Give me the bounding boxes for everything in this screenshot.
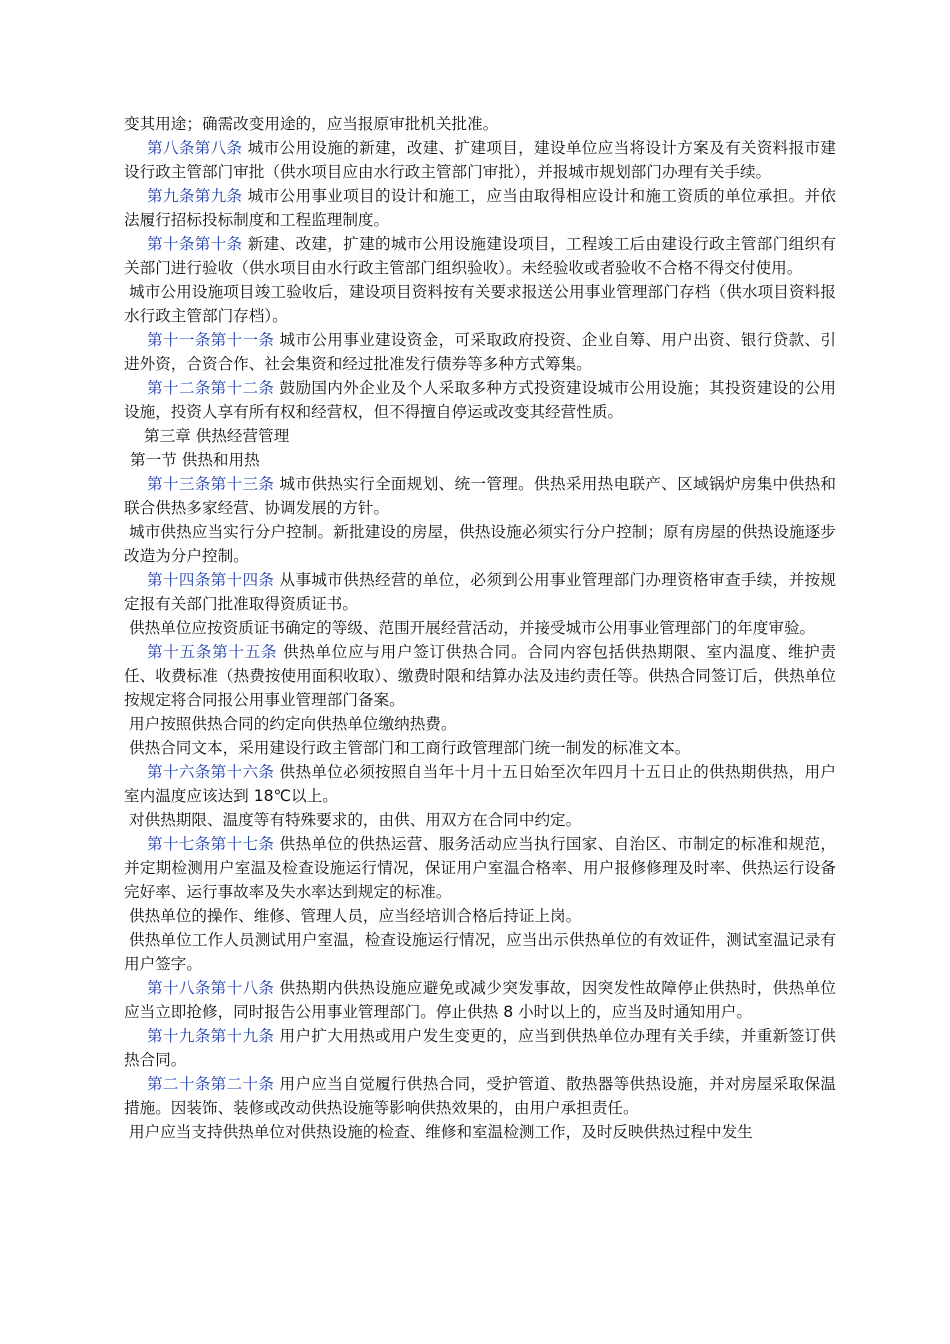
- paragraph-19: [124, 904, 836, 928]
- paragraph-text: 供热单位的供热运营、服务活动应当执行国家、自治区、市制定的标准和规范，并定期检测用户室温及检查设施运行情况，保证用户室温合格率、用户报修修理及时率、供热运行设备完好率、运行事故率及失水率达到规定的标准。: [124, 835, 836, 901]
- paragraph-text: 用户应当自觉履行供热合同，受护管道、散热器等供热设施，并对房屋采取保温措施。因装饰、装修或改动供热设施等影响供热效果的，由用户承担责任。: [124, 1075, 836, 1117]
- article-label: 第八条第八条: [147, 139, 243, 157]
- article-label: 第十二条第十二条: [147, 379, 275, 397]
- article-label: 第十七条第十七条: [147, 835, 275, 853]
- paragraph-0: [124, 112, 836, 136]
- paragraph-text: 供热合同文本，采用建设行政主管部门和工商行政管理部门统一制发的标准文本。: [129, 739, 691, 757]
- paragraph-text: 城市公用事业项目的设计和施工，应当由取得相应设计和施工资质的单位承担。并依法履行招标投标制度和工程监理制度。: [124, 187, 836, 229]
- paragraph-9: [124, 472, 836, 520]
- paragraph-text: 用户按照供热合同的约定向供热单位缴纳热费。: [129, 715, 457, 733]
- paragraph-22: [124, 1024, 836, 1072]
- article-label: 第十三条第十三条: [147, 475, 275, 493]
- paragraph-text: 城市公用设施的新建，改建、扩建项目，建设单位应当将设计方案及有关资料报市建设行政主管部门审批（供水项目应由水行政主管部门审批），并报城市规划部门办理有关手续。: [124, 139, 836, 181]
- paragraph-18: [124, 832, 836, 904]
- article-label: 第十一条第十一条: [147, 331, 275, 349]
- paragraph-21: [124, 976, 836, 1024]
- paragraph-text: 城市供热应当实行分户控制。新批建设的房屋，供热设施必须实行分户控制；原有房屋的供热设施逐步改造为分户控制。: [124, 523, 836, 565]
- paragraph-15: [124, 736, 836, 760]
- paragraph-24: [124, 1120, 836, 1144]
- paragraph-text: 供热单位的操作、维修、管理人员，应当经培训合格后持证上岗。: [129, 907, 582, 925]
- paragraph-text: 从事城市供热经营的单位，必须到公用事业管理部门办理资格审查手续，并按规定报有关部门批准取得资质证书。: [124, 571, 836, 613]
- paragraph-text: 对供热期限、温度等有特殊要求的，由供、用双方在合同中约定。: [129, 811, 582, 829]
- paragraph-20: [124, 928, 836, 976]
- article-label: 第十九条第十九条: [147, 1027, 275, 1045]
- paragraph-text: 用户扩大用热或用户发生变更的，应当到供热单位办理有关手续，并重新签订供热合同。: [124, 1027, 836, 1069]
- paragraph-16: [124, 760, 836, 808]
- paragraph-text: 变其用途；确需改变用途的，应当报原审批机关批准。: [124, 115, 499, 133]
- paragraph-11: [124, 568, 836, 616]
- paragraph-text: 供热单位应与用户签订供热合同。合同内容包括供热期限、室内温度、维护责任、收费标准（热费按使用面积收取）、缴费时限和结算办法及违约责任等。供热合同签订后，供热单位按规定将合同报公用事业管理部门备案。: [124, 643, 836, 709]
- paragraph-6: [124, 376, 836, 424]
- paragraph-13: [124, 640, 836, 712]
- paragraph-text: 第三章 供热经营管理: [144, 427, 290, 445]
- paragraph-1: [124, 136, 836, 184]
- article-label: 第十六条第十六条: [147, 763, 275, 781]
- article-label: 第九条第九条: [147, 187, 243, 205]
- paragraph-text: 城市公用事业建设资金，可采取政府投资、企业自筹、用户出资、银行贷款、引进外资，合资合作、社会集资和经过批准发行债券等多种方式筹集。: [124, 331, 836, 373]
- paragraph-text: 供热期内供热设施应避免或减少突发事故，因突发性故障停止供热时，供热单位应当立即抢修，同时报告公用事业管理部门。停止供热 8 小时以上的，应当及时通知用户。: [124, 979, 836, 1021]
- document-body: [124, 112, 836, 1144]
- paragraph-3: [124, 232, 836, 280]
- paragraph-10: [124, 520, 836, 568]
- paragraph-text: 鼓励国内外企业及个人采取多种方式投资建设城市公用设施；其投资建设的公用设施，投资人享有所有权和经营权，但不得擅自停运或改变其经营性质。: [124, 379, 836, 421]
- paragraph-text: 新建、改建，扩建的城市公用设施建设项目，工程竣工后由建设行政主管部门组织有关部门进行验收（供水项目由水行政主管部门组织验收）。未经验收或者验收不合格不得交付使用。: [124, 235, 836, 277]
- article-label: 第十八条第十八条: [147, 979, 275, 997]
- paragraph-text: 供热单位应按资质证书确定的等级、范围开展经营活动，并接受城市公用事业管理部门的年度审验。: [129, 619, 816, 637]
- section-heading: [124, 448, 836, 472]
- chapter-heading: [124, 424, 836, 448]
- article-label: 第十四条第十四条: [147, 571, 275, 589]
- paragraph-23: [124, 1072, 836, 1120]
- paragraph-2: [124, 184, 836, 232]
- article-label: 第十条第十条: [147, 235, 243, 253]
- article-label: 第二十条第二十条: [147, 1075, 275, 1093]
- paragraph-text: 城市公用设施项目竣工验收后，建设项目资料按有关要求报送公用事业管理部门存档（供水项目资料报水行政主管部门存档）。: [124, 283, 836, 325]
- paragraph-text: 供热单位工作人员测试用户室温，检查设施运行情况，应当出示供热单位的有效证件，测试室温记录有用户签字。: [124, 931, 836, 973]
- paragraph-17: [124, 808, 836, 832]
- paragraph-text: 第一节 供热和用热: [130, 451, 260, 469]
- paragraph-4: [124, 280, 836, 328]
- paragraph-12: [124, 616, 836, 640]
- article-label: 第十五条第十五条: [147, 643, 278, 661]
- paragraph-5: [124, 328, 836, 376]
- paragraph-14: [124, 712, 836, 736]
- paragraph-text: 用户应当支持供热单位对供热设施的检查、维修和室温检测工作，及时反映供热过程中发生: [129, 1123, 753, 1141]
- paragraph-text: 城市供热实行全面规划、统一管理。供热采用热电联产、区域锅炉房集中供热和联合供热多家经营、协调发展的方针。: [124, 475, 836, 517]
- paragraph-text: 供热单位必须按照自当年十月十五日始至次年四月十五日止的供热期供热，用户室内温度应该达到 18℃以上。: [124, 763, 836, 805]
